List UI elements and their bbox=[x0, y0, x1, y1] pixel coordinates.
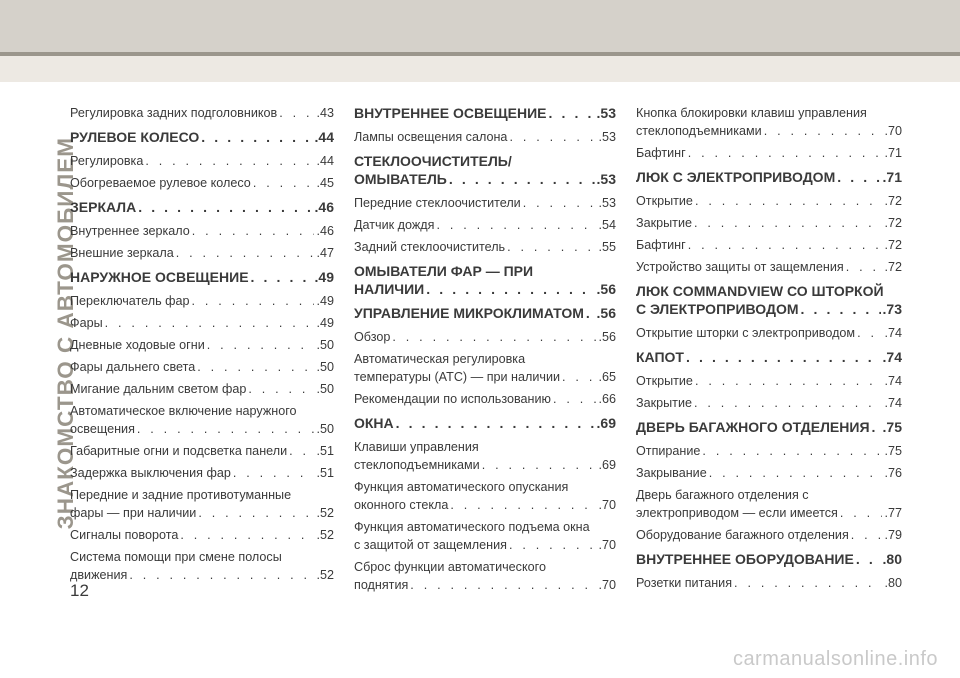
toc-entry-title-line: Функция автоматического опускания bbox=[354, 480, 569, 494]
toc-entry[interactable] bbox=[636, 214, 902, 232]
toc-page-ref: .74 bbox=[884, 326, 902, 340]
toc-entry-title: Переключатель фар bbox=[70, 294, 190, 308]
toc-entry-title: Задержка выключения фар bbox=[70, 466, 231, 480]
toc-page-ref: .49 bbox=[316, 294, 334, 308]
toc-entry-leader-line bbox=[354, 304, 616, 322]
toc-entry-title: Мигание дальним светом фар bbox=[70, 382, 247, 396]
toc-entry-leader-line bbox=[354, 390, 616, 408]
toc-page-ref: .52 bbox=[316, 568, 334, 582]
dot-leader bbox=[801, 300, 881, 318]
dot-leader bbox=[688, 236, 883, 254]
toc-entry-title: Регулировка bbox=[70, 154, 144, 168]
toc-entry[interactable] bbox=[636, 394, 902, 412]
toc-entry-leader-line bbox=[354, 238, 616, 256]
toc-page-ref: .53 bbox=[596, 171, 616, 187]
toc-entry-leader-line bbox=[354, 576, 616, 594]
dot-leader bbox=[396, 414, 595, 432]
dot-leader bbox=[846, 258, 883, 276]
toc-entry-title: ДВЕРЬ БАГАЖНОГО ОТДЕЛЕНИЯ bbox=[636, 419, 870, 435]
toc-page-ref: .71 bbox=[882, 169, 902, 185]
dot-leader bbox=[449, 170, 595, 188]
dot-leader bbox=[436, 216, 596, 234]
toc-entry-title-line: ЛЮК COMMANDVIEW СО ШТОРКОЙ bbox=[636, 283, 884, 299]
toc-page-ref: .74 bbox=[882, 349, 902, 365]
dot-leader bbox=[851, 526, 883, 544]
toc-page-ref: .44 bbox=[314, 129, 334, 145]
toc-entry-leader-line bbox=[636, 300, 902, 318]
toc-entry-leader-line bbox=[636, 258, 902, 276]
toc-section-heading[interactable] bbox=[636, 418, 902, 436]
toc-entry[interactable] bbox=[354, 478, 616, 514]
dot-leader bbox=[138, 198, 312, 216]
toc-page-ref: .45 bbox=[316, 176, 334, 190]
toc-entry-leader-line bbox=[636, 442, 902, 460]
toc-section-heading[interactable] bbox=[70, 268, 334, 286]
toc-entry-title: УПРАВЛЕНИЕ МИКРОКЛИМАТОМ bbox=[354, 305, 584, 321]
toc-entry-leader-line bbox=[70, 292, 334, 310]
toc-entry-title-line: ОМЫВАТЕЛИ ФАР — ПРИ bbox=[354, 263, 534, 279]
toc-entry-leader-line bbox=[70, 268, 334, 286]
toc-section-heading[interactable] bbox=[354, 414, 616, 432]
toc-entry-leader-line bbox=[636, 526, 902, 544]
toc-entry-title: Закрытие bbox=[636, 396, 692, 410]
toc-page-ref: .65 bbox=[598, 370, 616, 384]
toc-entry-title: Оборудование багажного отделения bbox=[636, 528, 849, 542]
toc-entry[interactable] bbox=[354, 328, 616, 346]
toc-page-ref: .70 bbox=[598, 538, 616, 552]
toc-entry-title: Обзор bbox=[354, 330, 391, 344]
toc-entry-leader-line bbox=[636, 192, 902, 210]
dot-leader bbox=[709, 464, 883, 482]
toc-entry-leader-line bbox=[636, 122, 902, 140]
header-light-band bbox=[0, 56, 960, 82]
toc-section-heading[interactable] bbox=[354, 304, 616, 322]
toc-page-ref: .53 bbox=[598, 130, 616, 144]
toc-entry-title: температуры (ATC) — при наличии bbox=[354, 370, 561, 384]
toc-entry-leader-line bbox=[70, 442, 334, 460]
dot-leader bbox=[410, 576, 596, 594]
toc-entry-title: Бафтинг bbox=[636, 146, 686, 160]
toc-entry[interactable] bbox=[354, 194, 616, 212]
toc-page-ref: .46 bbox=[316, 224, 334, 238]
toc-entry-title: оконного стекла bbox=[354, 498, 449, 512]
toc-entry-title: Бафтинг bbox=[636, 238, 686, 252]
toc-page-ref: .53 bbox=[598, 196, 616, 210]
toc-entry-title: С ЭЛЕКТРОПРИВОДОМ bbox=[636, 301, 799, 317]
dot-leader bbox=[549, 104, 595, 122]
toc-entry-title: поднятия bbox=[354, 578, 409, 592]
toc-entry-title: Рекомендации по использованию bbox=[354, 392, 551, 406]
toc-page-ref: .53 bbox=[596, 105, 616, 121]
toc-entry-leader-line bbox=[636, 504, 902, 522]
toc-page-ref: .56 bbox=[596, 305, 616, 321]
toc-entry-title: Розетки питания bbox=[636, 576, 733, 590]
toc-entry-leader-line bbox=[636, 214, 902, 232]
dot-leader bbox=[392, 328, 596, 346]
toc-entry-title-line: Автоматическое включение наружного bbox=[70, 404, 297, 418]
toc-page-ref: .70 bbox=[884, 124, 902, 138]
toc-entry-leader-line bbox=[70, 222, 334, 240]
toc-page-ref: .47 bbox=[316, 246, 334, 260]
dot-leader bbox=[279, 104, 314, 122]
chapter-side-title-text: ЗНАКОМСТВО С АВТОМОБИЛЕМ bbox=[53, 137, 78, 530]
dot-leader bbox=[198, 504, 314, 522]
toc-entry-title: Закрытие bbox=[636, 216, 692, 230]
toc-entry-title: Закрывание bbox=[636, 466, 707, 480]
toc-page-ref: .72 bbox=[884, 260, 902, 274]
toc-page-ref: .79 bbox=[884, 528, 902, 542]
toc-entry-title: Передние стеклоочистители bbox=[354, 196, 521, 210]
toc-entry-leader-line bbox=[354, 536, 616, 554]
toc-entry-title: НАРУЖНОЕ ОСВЕЩЕНИЕ bbox=[70, 269, 249, 285]
dot-leader bbox=[233, 464, 315, 482]
dot-leader bbox=[201, 128, 312, 146]
toc-entry[interactable] bbox=[354, 390, 616, 408]
toc-entry[interactable] bbox=[70, 336, 334, 354]
toc-section-heading[interactable] bbox=[70, 198, 334, 216]
toc-entry-title: ОКНА bbox=[354, 415, 394, 431]
toc-page-ref: .51 bbox=[316, 444, 334, 458]
toc-entry-title: Обогреваемое рулевое колесо bbox=[70, 176, 251, 190]
toc-entry-title: Датчик дождя bbox=[354, 218, 435, 232]
toc-page-ref: .52 bbox=[316, 506, 334, 520]
dot-leader bbox=[253, 174, 315, 192]
toc-entry-title: движения bbox=[70, 568, 128, 582]
toc-page-ref: .70 bbox=[598, 578, 616, 592]
toc-entry-leader-line bbox=[354, 128, 616, 146]
dot-leader bbox=[192, 292, 315, 310]
toc-page-ref: .43 bbox=[316, 106, 334, 120]
toc-entry-title: Габаритные огни и подсветка панели bbox=[70, 444, 288, 458]
toc-page-ref: .50 bbox=[316, 422, 334, 436]
toc-entry[interactable] bbox=[354, 518, 616, 554]
toc-entry-title: с защитой от защемления bbox=[354, 538, 507, 552]
toc-entry-leader-line bbox=[70, 128, 334, 146]
dot-leader bbox=[507, 238, 596, 256]
toc-entry[interactable] bbox=[354, 216, 616, 234]
toc-entry-title: Лампы освещения салона bbox=[354, 130, 508, 144]
toc-entry[interactable] bbox=[354, 238, 616, 256]
toc-entry-title-line: СТЕКЛООЧИСТИТЕЛЬ/ bbox=[354, 153, 512, 169]
toc-entry[interactable] bbox=[70, 380, 334, 398]
toc-page-ref: .75 bbox=[884, 444, 902, 458]
toc-entry[interactable] bbox=[70, 244, 334, 262]
toc-entry-title: Сигналы поворота bbox=[70, 528, 179, 542]
toc-entry-title-line: Система помощи при смене полосы bbox=[70, 550, 282, 564]
toc-entry[interactable] bbox=[70, 464, 334, 482]
toc-page-ref: .72 bbox=[884, 238, 902, 252]
toc-entry[interactable] bbox=[70, 442, 334, 460]
toc-section-heading[interactable] bbox=[354, 262, 616, 298]
dot-leader bbox=[702, 442, 882, 460]
toc-page-ref: .80 bbox=[884, 576, 902, 590]
toc-entry[interactable] bbox=[354, 128, 616, 146]
toc-page-ref: .69 bbox=[598, 458, 616, 472]
toc-page-ref: .75 bbox=[882, 419, 902, 435]
dot-leader bbox=[872, 418, 881, 436]
header-band bbox=[0, 0, 960, 52]
toc-section-heading[interactable] bbox=[354, 104, 616, 122]
toc-entry-title: КАПОТ bbox=[636, 349, 684, 365]
toc-entry-title: Задний стеклоочиститель bbox=[354, 240, 506, 254]
toc-page-ref: .74 bbox=[884, 396, 902, 410]
toc-entry[interactable] bbox=[354, 350, 616, 386]
toc-page-ref: .49 bbox=[316, 316, 334, 330]
toc-entry-leader-line bbox=[70, 174, 334, 192]
dot-leader bbox=[837, 168, 880, 186]
toc-page-ref: .52 bbox=[316, 528, 334, 542]
toc-entry-title: Открытие bbox=[636, 374, 693, 388]
toc-section-heading[interactable] bbox=[636, 550, 902, 568]
toc-page-ref: .77 bbox=[884, 506, 902, 520]
toc-entry-leader-line bbox=[636, 464, 902, 482]
toc-entry[interactable] bbox=[70, 548, 334, 584]
dot-leader bbox=[857, 324, 882, 342]
dot-leader bbox=[145, 152, 314, 170]
toc-entry[interactable] bbox=[636, 258, 902, 276]
toc-entry-leader-line bbox=[70, 104, 334, 122]
toc-entry-leader-line bbox=[70, 420, 334, 438]
toc-entry[interactable] bbox=[636, 192, 902, 210]
toc-entry[interactable] bbox=[70, 104, 334, 122]
toc-section-heading[interactable] bbox=[636, 168, 902, 186]
toc-entry-title: Отпирание bbox=[636, 444, 701, 458]
toc-entry-title: ОМЫВАТЕЛЬ bbox=[354, 171, 447, 187]
toc-page-ref: .46 bbox=[314, 199, 334, 215]
dot-leader bbox=[523, 194, 597, 212]
toc-entry-leader-line bbox=[70, 336, 334, 354]
toc-column-1 bbox=[70, 104, 334, 588]
toc-entry-title: Фары bbox=[70, 316, 103, 330]
toc-entry-leader-line bbox=[636, 418, 902, 436]
toc-entry-title: ВНУТРЕННЕЕ ОБОРУДОВАНИЕ bbox=[636, 551, 854, 567]
toc-entry[interactable] bbox=[636, 372, 902, 390]
toc-entry-title: Устройство защиты от защемления bbox=[636, 260, 844, 274]
toc-entry[interactable] bbox=[636, 236, 902, 254]
toc-entry[interactable] bbox=[636, 464, 902, 482]
toc-page-ref: .50 bbox=[316, 338, 334, 352]
toc-page-ref: .44 bbox=[316, 154, 334, 168]
toc-entry-title: Фары дальнего света bbox=[70, 360, 196, 374]
dot-leader bbox=[248, 380, 314, 398]
toc-entry[interactable] bbox=[70, 486, 334, 522]
toc-entry[interactable] bbox=[70, 358, 334, 376]
toc-entry-title: ЗЕРКАЛА bbox=[70, 199, 137, 215]
dot-leader bbox=[562, 368, 596, 386]
toc-entry-title: ВНУТРЕННЕЕ ОСВЕЩЕНИЕ bbox=[354, 105, 547, 121]
toc-page-ref: .54 bbox=[598, 218, 616, 232]
toc-entry-leader-line bbox=[354, 456, 616, 474]
toc-entry-leader-line bbox=[636, 394, 902, 412]
toc-entry-leader-line bbox=[354, 170, 616, 188]
toc-page-ref: .55 bbox=[598, 240, 616, 254]
toc-page-ref: .49 bbox=[314, 269, 334, 285]
toc-page-ref: .72 bbox=[884, 216, 902, 230]
toc-section-heading[interactable] bbox=[354, 152, 616, 188]
toc-entry[interactable] bbox=[636, 486, 902, 522]
toc-entry-leader-line bbox=[636, 574, 902, 592]
toc-entry-leader-line bbox=[70, 152, 334, 170]
toc-entry-title: Регулировка задних подголовников bbox=[70, 106, 278, 120]
dot-leader bbox=[105, 314, 315, 332]
dot-leader bbox=[289, 442, 314, 460]
toc-section-heading[interactable] bbox=[636, 282, 902, 318]
toc-entry[interactable] bbox=[70, 174, 334, 192]
toc-entry-leader-line bbox=[354, 104, 616, 122]
toc-entry-leader-line bbox=[70, 380, 334, 398]
toc-entry-leader-line bbox=[70, 198, 334, 216]
toc-entry-title-line: Клавиши управления bbox=[354, 440, 479, 454]
dot-leader bbox=[482, 456, 597, 474]
toc-page-ref: .56 bbox=[596, 281, 616, 297]
dot-leader bbox=[694, 214, 883, 232]
toc-entry-leader-line bbox=[354, 194, 616, 212]
toc-entry-title: НАЛИЧИИ bbox=[354, 281, 425, 297]
toc-entry-leader-line bbox=[70, 566, 334, 584]
toc-page-ref: .73 bbox=[882, 301, 902, 317]
toc-entry[interactable] bbox=[636, 324, 902, 342]
toc-column-3 bbox=[636, 104, 902, 596]
toc-entry-leader-line bbox=[354, 414, 616, 432]
toc-entry[interactable] bbox=[70, 152, 334, 170]
dot-leader bbox=[840, 504, 883, 522]
toc-page-ref: .51 bbox=[316, 466, 334, 480]
toc-page-ref: .76 bbox=[884, 466, 902, 480]
toc-entry-title-line: Дверь багажного отделения с bbox=[636, 488, 809, 502]
dot-leader bbox=[180, 526, 314, 544]
toc-entry-leader-line bbox=[636, 144, 902, 162]
toc-entry-leader-line bbox=[354, 368, 616, 386]
toc-entry-leader-line bbox=[636, 324, 902, 342]
toc-entry-title-line: Кнопка блокировки клавиш управления bbox=[636, 106, 867, 120]
dot-leader bbox=[586, 304, 595, 322]
dot-leader bbox=[176, 244, 315, 262]
toc-entry[interactable] bbox=[70, 292, 334, 310]
toc-entry[interactable] bbox=[70, 314, 334, 332]
dot-leader bbox=[509, 536, 597, 554]
toc-entry-title: стеклоподъемниками bbox=[636, 124, 762, 138]
dot-leader bbox=[207, 336, 315, 354]
toc-entry-leader-line bbox=[70, 504, 334, 522]
dot-leader bbox=[426, 280, 594, 298]
toc-entry-title: освещения bbox=[70, 422, 135, 436]
dot-leader bbox=[856, 550, 881, 568]
toc-entry-title: Внутреннее зеркало bbox=[70, 224, 190, 238]
toc-entry-title-line: Функция автоматического подъема окна bbox=[354, 520, 590, 534]
toc-entry-title: Открытие bbox=[636, 194, 693, 208]
toc-column-2 bbox=[354, 104, 616, 598]
dot-leader bbox=[764, 122, 883, 140]
toc-entry-leader-line bbox=[636, 168, 902, 186]
toc-page-ref: .69 bbox=[596, 415, 616, 431]
toc-page-ref: .56 bbox=[598, 330, 616, 344]
toc-entry[interactable] bbox=[70, 526, 334, 544]
toc-entry-leader-line bbox=[636, 348, 902, 366]
toc-entry[interactable] bbox=[70, 402, 334, 438]
toc-entry-leader-line bbox=[70, 244, 334, 262]
toc-entry-leader-line bbox=[636, 550, 902, 568]
toc-entry-title-line: Сброс функции автоматического bbox=[354, 560, 546, 574]
dot-leader bbox=[137, 420, 315, 438]
toc-entry-leader-line bbox=[70, 526, 334, 544]
toc-entry[interactable] bbox=[636, 574, 902, 592]
dot-leader bbox=[695, 372, 883, 390]
toc-entry-leader-line bbox=[70, 464, 334, 482]
dot-leader bbox=[197, 358, 314, 376]
toc-page-ref: .50 bbox=[316, 382, 334, 396]
toc-entry-leader-line bbox=[354, 496, 616, 514]
toc-entry[interactable] bbox=[70, 222, 334, 240]
dot-leader bbox=[694, 394, 883, 412]
toc-entry-title: стеклоподъемниками bbox=[354, 458, 480, 472]
dot-leader bbox=[695, 192, 883, 210]
dot-leader bbox=[734, 574, 882, 592]
dot-leader bbox=[450, 496, 596, 514]
watermark: carmanualsonline.info bbox=[732, 648, 938, 670]
toc-page-ref: .72 bbox=[884, 194, 902, 208]
toc-entry-leader-line bbox=[354, 216, 616, 234]
toc-page-ref: .66 bbox=[598, 392, 616, 406]
toc-entry-leader-line bbox=[636, 372, 902, 390]
toc-entry-title: Дневные ходовые огни bbox=[70, 338, 205, 352]
toc-page-ref: .71 bbox=[884, 146, 902, 160]
toc-entry-leader-line bbox=[354, 280, 616, 298]
toc-entry-title: фары — при наличии bbox=[70, 506, 197, 520]
toc-entry[interactable] bbox=[354, 438, 616, 474]
toc-entry-leader-line bbox=[70, 314, 334, 332]
toc-page-ref: .74 bbox=[884, 374, 902, 388]
toc-entry-title: ЛЮК С ЭЛЕКТРОПРИВОДОМ bbox=[636, 169, 836, 185]
dot-leader bbox=[553, 390, 596, 408]
dot-leader bbox=[192, 222, 315, 240]
dot-leader bbox=[686, 348, 881, 366]
toc-entry-title: электроприводом — если имеется bbox=[636, 506, 838, 520]
toc-entry[interactable] bbox=[636, 144, 902, 162]
toc-entry-title: Внешние зеркала bbox=[70, 246, 174, 260]
toc-page-ref: .80 bbox=[882, 551, 902, 567]
toc-entry[interactable] bbox=[636, 104, 902, 140]
toc-entry[interactable] bbox=[354, 558, 616, 594]
toc-page-ref: .70 bbox=[598, 498, 616, 512]
dot-leader bbox=[129, 566, 314, 584]
toc-section-heading[interactable] bbox=[636, 348, 902, 366]
dot-leader bbox=[251, 268, 313, 286]
dot-leader bbox=[509, 128, 596, 146]
toc-entry[interactable] bbox=[636, 442, 902, 460]
toc-entry-leader-line bbox=[636, 236, 902, 254]
toc-entry-title-line: Автоматическая регулировка bbox=[354, 352, 526, 366]
dot-leader bbox=[688, 144, 883, 162]
toc-entry-leader-line bbox=[70, 358, 334, 376]
toc-entry-title: Открытие шторки с электроприводом bbox=[636, 326, 856, 340]
page-number: 12 bbox=[70, 581, 89, 600]
toc-page-ref: .50 bbox=[316, 360, 334, 374]
toc-section-heading[interactable] bbox=[70, 128, 334, 146]
toc-entry-leader-line bbox=[354, 328, 616, 346]
toc-entry-title: РУЛЕВОЕ КОЛЕСО bbox=[70, 129, 200, 145]
toc-entry[interactable] bbox=[636, 526, 902, 544]
toc-entry-title-line: Передние и задние противотуманные bbox=[70, 488, 292, 502]
